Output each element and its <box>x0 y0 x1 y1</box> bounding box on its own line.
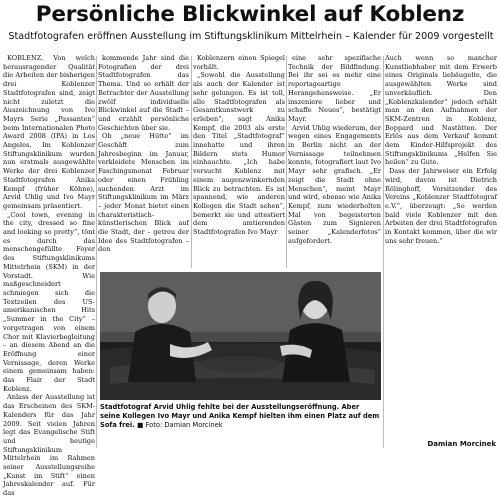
column-divider <box>96 56 97 448</box>
column-divider <box>286 56 287 268</box>
headline: Persönliche Blickwinkel auf Koblenz <box>35 2 465 27</box>
caption-text: Stadtfotograf Arvid Uhlig fehlte bei der Ausstellungseröffnung. Aber seine Kollegen Ivo Mayr und Anika Kempf hielten ihm einen Platz auf dem Sofa frei. <box>100 403 380 429</box>
photo-credit: ■ Foto: Damian Morcinek <box>137 420 223 429</box>
column-divider <box>191 56 192 268</box>
article-column-4 <box>288 54 381 268</box>
article-column-5 <box>385 54 497 449</box>
photo-illustration <box>100 272 381 400</box>
article-author: Damian Morcinek <box>427 440 496 448</box>
column-divider <box>383 56 384 448</box>
paragraph: Ob „neue Hütte“ im Geschäft zum Jahresbeginn im Januar, verkleidete Menschen im Faschingsmonat Februar oder einen Frühling suchenden Arzt im Stiftungsklinikum im März – jeder Monat bietet einen charakteristisch-künstlerischen Blick auf die Stadt, der – getreu der Idee des Stadtfotografen – den <box>98 132 189 254</box>
paragraph: Auch wenn so mancher Kunstliebhaber mit dem Erwerb eines Originals liebäugelte, die ausgewählten Werke sind unverkäuflich. Den „Koblenzkalender“ jedoch erhält man an den Aufnahmen der SKM-Zentren in Koblenz, Boppard und Nastätten. Der Erlös aus dem Verkauf kommt dem Kinder-Hilfsprojekt des Stiftungsklinikums „Helfen Sie heilen“ zu Gute. <box>385 54 497 167</box>
paragraph: „Cool town, evening in the city, dressed so fine and looking so pretty“, tönt es durch das menschengefüllte Foyer des Stiftungsklinikums Mittelrhein (SKM) in der Vorstadt. Wie maßgeschneidert schmiegen sich die Textzeilen des US-amerikanischen Hits „Summer in the City“ – vorgetragen von einem Chor mit Klavierbegleitung – an diesem Abend an die Eröffnung einer Vernissage, deren Werke einem gemeinsam haben: das Flair der Stadt Koblenz. <box>3 210 95 393</box>
photo-caption <box>100 403 381 429</box>
article-column-1 <box>3 54 95 498</box>
paragraph: KOBLENZ. Von welch herausragender Qualität die Arbeiten der bisherigen drei Koblenzer Stadtfotografen sind, zeigt nicht zuletzt die Auszeichnung von Ivo Mayrs Serie „Passanten“ beim Internationalen Photo Award 2008 (IPA) in Los Angeles. Im Koblenzer Stiftungsklinikum wurden nun erstmals ausgewählte Werke der drei Koblenzer Stadtfotografen Anika Kempf (früher Köhne), Arvid Uhlig und Ivo Mayr gemeinsam präsentiert. <box>3 54 95 210</box>
paragraph: Anlass der Ausstellung ist das Erscheinen des SKM-Kalenders für das Jahr 2009. Seit vielen Jahren legt das Evangelische Stift und heutige Stiftungsklinikum Mittelrhein im Rahmen seiner Ausstellungsreihe „Kunst im Stift“ einen Jahreskalender auf. Für das <box>3 393 95 498</box>
news-photo <box>100 272 381 400</box>
article-column-3 <box>193 54 285 268</box>
subheadline: Stadtfotografen eröffnen Ausstellung im Stiftungsklinikum Mittelrhein – Kalender für 2009 vorgestellt <box>8 31 494 42</box>
paragraph: Dass der Jahrweiser ein Erfolg wird, davon ist Dietrich Rölinghoff, Vorsitzender des Vereins „Koblenzer Stadtfotograf e.V.“, überzeugt: „So werden bald viele Koblenzer mit den Arbeiten der drei Stadtfotografen in Kontakt kommen, über die wir uns sehr freuen.“ <box>385 167 497 245</box>
paragraph: kommende Jahr sind die Fotografien der drei Stadtfotografen das Thema. Und so erhält der Betrachter der Ausstellung zwölf individuelle Blickwinkel auf die Stadt – und erzählt persönliche Geschichten über sie. <box>98 54 189 132</box>
paragraph: Arvid Uhlig wiederum, der wegen eines Engagements in Berlin nicht an der Vernissage teilnehmen konnte, fotografiert laut Ivo Mayr sehr grafisch. „Er zeigt die Stadt ohne Menschen“, meint Mayr und wird, ebenso wie Anika Kempf, zum wiederholten Mal von begeisterten Gästen zum Signieren seiner „Kalenderfotos“ aufgefordert. <box>288 123 381 245</box>
paragraph: Koblenzern einen Spiegel vorhält. <box>193 54 285 71</box>
paragraph: eine sehr spezifische Technik der Bildfindung. Bei ihr sei es mehr eine reportageartige Herangehensweise. „Er inszeniere lieber und schaffe Neues“, bestätigt Mayr. <box>288 54 381 123</box>
article-column-2 <box>98 54 189 268</box>
paragraph: „Sowohl die Ausstellung als auch der Kalender ist sehr gelungen. Es ist toll, alle Stadtfotografen als Gesamtkunstwerk zu erleben“, sagt Anika Kempf, die 2003 als erste den Titel „Stadtfotograf“ innehatte und ihren Bildern stets Humor einhauchte. „Ich habe versucht Koblenz mit einem augenzwinkernden Blick zu betrachten. Es ist spannend, wie anderen Kollegen die Stadt sehen“, bemerkt sie und attestiert dem amtierenden Stadtfotografen Ivo Mayr <box>193 71 285 237</box>
photo-credit-text: Foto: Damian Morcinek <box>145 420 223 429</box>
